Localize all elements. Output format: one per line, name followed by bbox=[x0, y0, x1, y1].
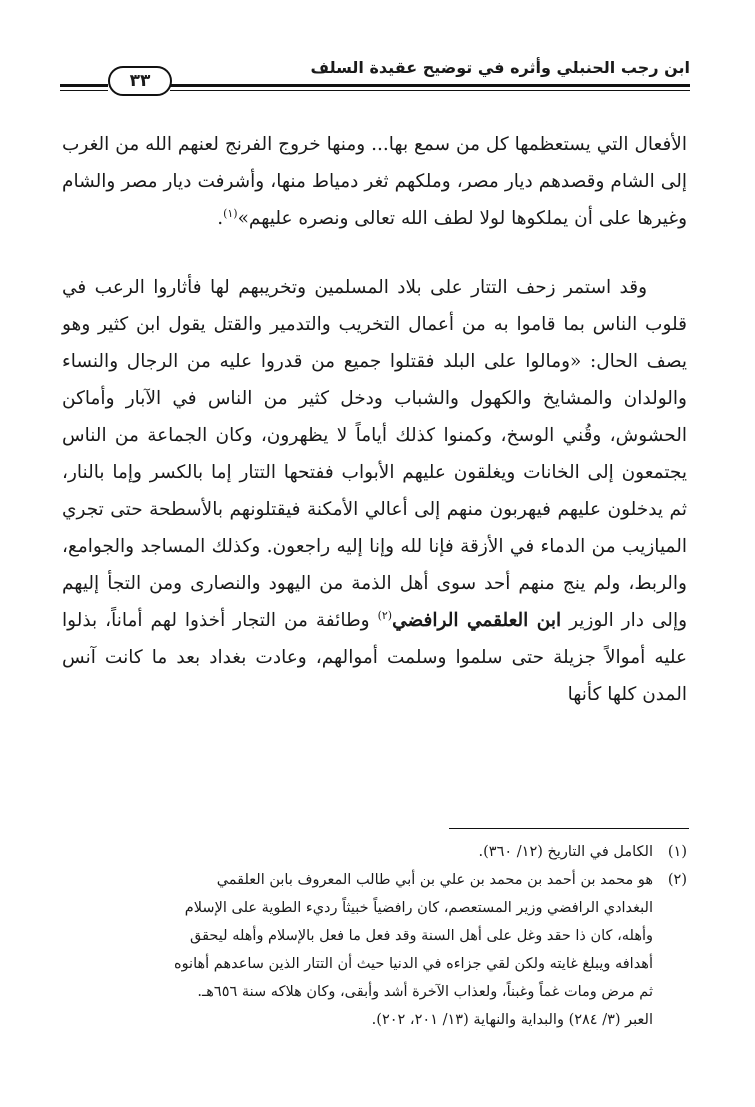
footnote-line: أهدافه ويبلغ غايته ولكن لقي جزاءه في الدنيا حيث أن التتار الذين ساعدهم أهانوه bbox=[173, 956, 653, 972]
header-rule-thick bbox=[170, 84, 690, 87]
footnote-line: الكامل في التاريخ (١٢/ ٣٦٠). bbox=[478, 844, 653, 860]
footnote-separator bbox=[449, 828, 689, 829]
text-line: والنصارى ومن التجأ إليهم وإلى دار الوزير bbox=[62, 573, 688, 631]
footnote-text bbox=[62, 866, 653, 1034]
text-line: تعالى ونصره عليهم» bbox=[237, 208, 396, 229]
footnote-line: ثم مرض ومات غماً وغبناً، ولعذاب الآخرة أشد وأبقى، وكان هلاكه سنة ٦٥٦هـ. bbox=[197, 984, 653, 1000]
footnote-line: وأهله، كان ذا حقد وغل على أهل السنة وقد فعل ما فعل بالإسلام وأهله ليحقق bbox=[190, 928, 653, 944]
text-line: قدروا عليه من الرجال والنساء والولدان والمشايخ والكهول والشباب bbox=[62, 351, 687, 409]
page-number: ٣٣ bbox=[108, 66, 172, 96]
text-line: وطائفة من التجار أخذوا لهم أماناً، بذلوا عليه أموالاً جزيلة حتى سلموا bbox=[62, 610, 687, 668]
text-line: منها، وأشرفت ديار مصر والشام وغيرها على أن يملكوها لولا لطف الله bbox=[62, 171, 687, 229]
book-title: ابن رجب الحنبلي وأثره في توضيح عقيدة السلف bbox=[310, 58, 690, 77]
text-line: الأفعال التي يستعظمها كل من سمع بها... ومنها خروج الفرنج bbox=[224, 134, 687, 155]
text-line: الميازيب من الدماء في الأزقة فإنا لله وإنا إليه راجعون. وكذلك المساجد bbox=[140, 536, 687, 557]
footnote-number: (٢) bbox=[667, 872, 687, 888]
text-line: وقد استمر زحف التتار على بلاد المسلمين وتخريبهم لها فأثاروا bbox=[153, 277, 647, 298]
paragraph-2 bbox=[62, 269, 687, 713]
text-line: ويغلقون عليهم الأبواب ففتحها التتار إما بالكسر وإما بالنار، ثم يدخلون bbox=[62, 462, 688, 520]
footnote-1 bbox=[62, 838, 687, 866]
highlighted-name: ابن العلقمي الرافضي bbox=[392, 610, 562, 631]
header-rule-thin bbox=[170, 90, 690, 91]
text-line: لعنهم الله من الغرب إلى الشام وقصدهم ديار مصر، وملكهم ثغر دمياط bbox=[62, 134, 687, 192]
running-header bbox=[60, 52, 690, 100]
footnote-line: هو محمد بن أحمد بن محمد بن علي بن أبي طالب المعروف بابن العلقمي bbox=[216, 872, 653, 888]
footnote-ref-1: (١) bbox=[223, 206, 238, 220]
text-line: كذلك أياماً لا يظهرون، وكان الجماعة من الناس يجتمعون إلى الخانات bbox=[62, 425, 688, 483]
footnote-line: العبر (٣/ ٢٨٤) والبداية والنهاية (١٣/ ٢٠١، ٢٠٢). bbox=[371, 1012, 653, 1028]
footnote-ref-2: (٢) bbox=[377, 608, 393, 622]
paragraph-1: الأفعال التي يستعظمها كل من سمع بها... ومنها خروج الفرنج لعنهم الله من الغرب إلى الشام وقصدهم ديار مصر، وملكهم ثغر دمياط منها، وأشرفت ديار مصر والشام وغيرها على أن يملكوها لولا لطف الله تعالى ونصره عليهم»$^{(١)}$. bbox=[62, 134, 687, 229]
header-rule-left-thin bbox=[60, 90, 108, 91]
text-line: عليهم فيهربون منهم إلى أعالي الأمكنة فيقتلونهم بالأسطحة حتى تجري bbox=[62, 499, 602, 520]
footnote-number: (١) bbox=[667, 844, 687, 860]
header-rule-left-thick bbox=[60, 84, 108, 87]
text-line: ودخل كثير من الناس في الآبار وأماكن الحشوش، وقُني الوسخ، وكمنوا bbox=[62, 388, 687, 446]
footnote-text bbox=[62, 838, 653, 866]
text-line: والجوامع، والربط، ولم ينج منهم أحد سوى أهل الذمة من اليهود bbox=[62, 536, 687, 594]
text-line: الرعب في قلوب الناس بما قاموا به من أعمال التخريب والتدمير والقتل bbox=[62, 277, 687, 335]
footnote-2 bbox=[62, 866, 687, 1034]
footnote-line: البغدادي الرافضي وزير المستعصم، كان رافضياً خبيثاً رديء الطوية على الإسلام bbox=[184, 900, 653, 916]
footnotes bbox=[62, 838, 687, 1034]
text-line: وسلمت أموالهم، وعادت بغداد بعد ما كانت آنس المدن كلها كأنها bbox=[62, 647, 687, 705]
text-line: يقول ابن كثير وهو يصف الحال: «ومالوا على البلد فقتلوا جميع من bbox=[62, 314, 688, 372]
main-text bbox=[62, 126, 687, 713]
